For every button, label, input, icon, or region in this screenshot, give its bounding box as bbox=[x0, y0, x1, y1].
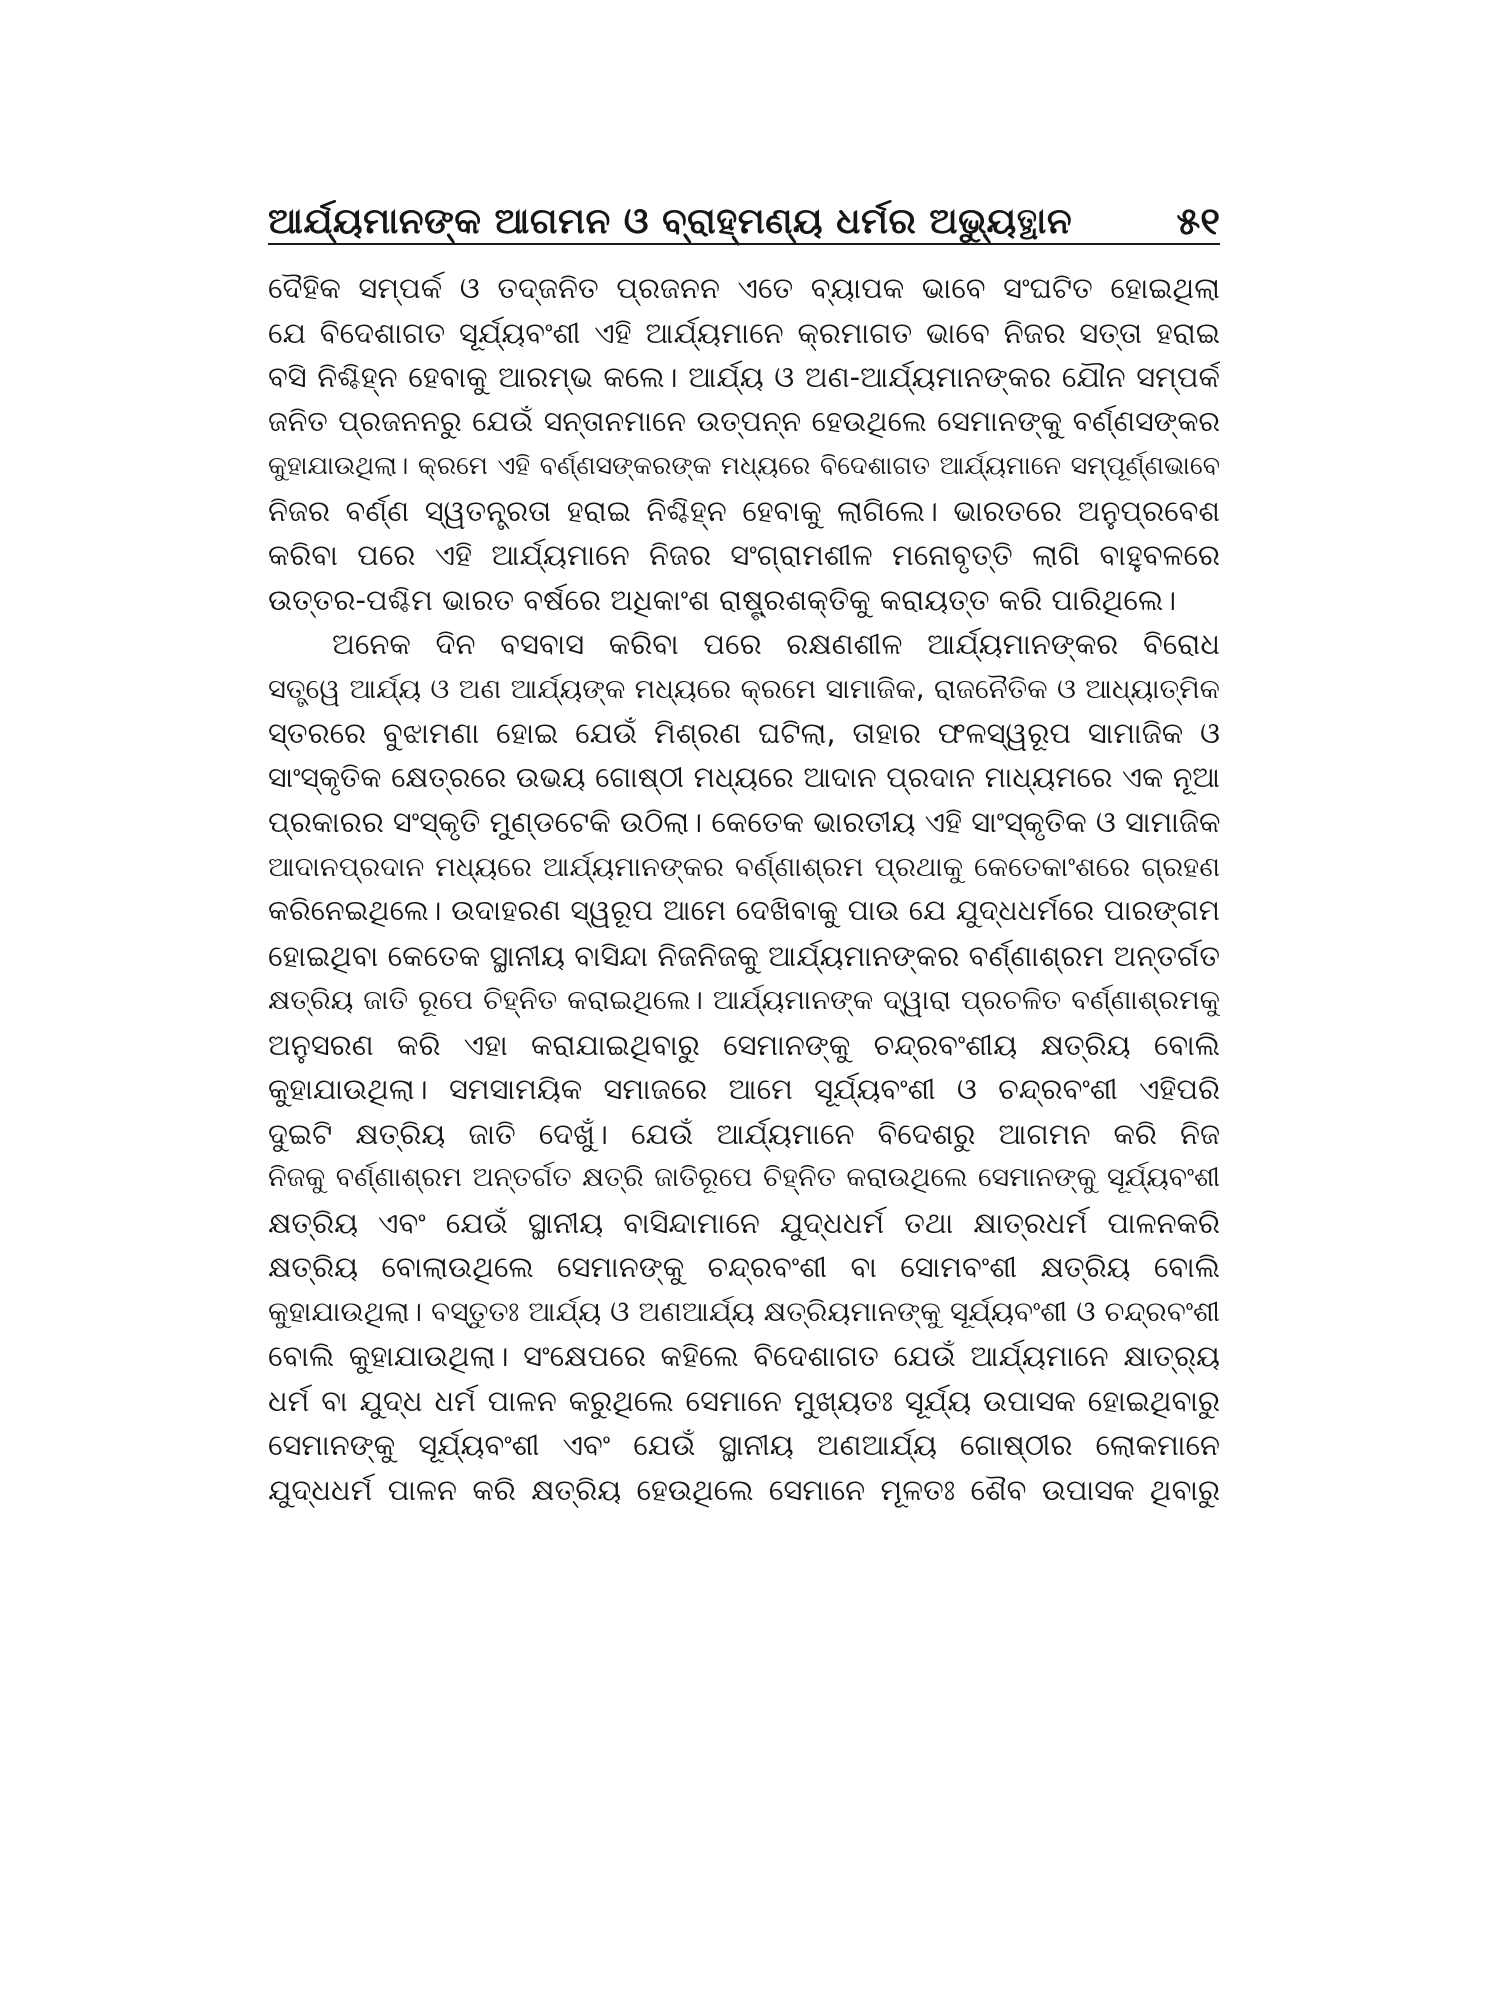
text-line: କରିବା ପରେ ଏହି ଆର୍ଯ୍ୟମାନେ ନିଜର ସଂଗ୍ରାମଶୀଳ ମନୋବୃତ୍ତି ଲାଗି ବାହୁବଳରେ bbox=[268, 538, 1220, 572]
running-header bbox=[268, 178, 1220, 243]
text-line: ନିଜକୁ ବର୍ଣ୍ଣାଶ୍ରମ ଅନ୍ତର୍ଗତ କ୍ଷତ୍ରି ଜାତିରୂପେ ଚିହ୍ନିତ କରାଉଥିଲେ ସେମାନଙ୍କୁ ସୂର୍ଯ୍ୟବଂଶୀ bbox=[268, 1162, 1220, 1193]
text-line-paragraph-end: ଉତ୍ତର-ପଶ୍ଚିମ ଭାରତ ବର୍ଷରେ ଅଧିକାଂଶ ରାଷ୍ଟ୍ରଶକ୍ତିକୁ କରାୟତ୍ତ କରି ପାରିଥିଲେ। bbox=[268, 582, 1177, 617]
text-line-paragraph-start: ଅନେକ ଦିନ ବସବାସ କରିବା ପରେ ରକ୍ଷଣଶୀଳ ଆର୍ଯ୍ୟମାନଙ୍କର ବିରୋଧ bbox=[332, 627, 1220, 661]
text-line: କୁହାଯାଉଥିଲା। କ୍ରମେ ଏହି ବର୍ଣ୍ଣସଙ୍କରଙ୍କ ମଧ୍ୟରେ ବିଦେଶାଗତ ଆର୍ଯ୍ୟମାନେ ସମ୍ପୂର୍ଣ୍ଣଭାବେ bbox=[268, 451, 1220, 481]
text-line: ଧର୍ମ ବା ଯୁଦ୍ଧ ଧର୍ମ ପାଳନ କରୁଥିଲେ ସେମାନେ ମୁଖ୍ୟତଃ ସୂର୍ଯ୍ୟ ଉପାସକ ହୋଇଥିବାରୁ bbox=[268, 1383, 1220, 1418]
page-number: ୫୧ bbox=[1176, 199, 1220, 243]
text-line: ନିଜର ବର୍ଣ୍ଣ ସ୍ୱତନ୍ତ୍ରତା ହରାଇ ନିଶ୍ଚିହ୍ନ ହେବାକୁ ଲାଗିଲେ। ଭାରତରେ ଅନୁପ୍ରବେଶ bbox=[268, 493, 1220, 528]
text-line: ପ୍ରକାରର ସଂସ୍କୃତି ମୁଣ୍ଡଟେକି ଉଠିଲା। କେତେକ ଭାରତୀୟ ଏହି ସାଂସ୍କୃତିକ ଓ ସାମାଜିକ bbox=[268, 805, 1220, 839]
text-line: କୁହାଯାଉଥିଲା। ବସ୍ତୁତଃ ଆର୍ଯ୍ୟ ଓ ଅଣଆର୍ଯ୍ୟ କ୍ଷତ୍ରିୟମାନଙ୍କୁ ସୂର୍ଯ୍ୟବଂଶୀ ଓ ଚନ୍ଦ୍ରବଂଶୀ bbox=[268, 1294, 1220, 1328]
text-line: ବସି ନିଶ୍ଚିହ୍ନ ହେବାକୁ ଆରମ୍ଭ କଲେ। ଆର୍ଯ୍ୟ ଓ ଅଣ-ଆର୍ଯ୍ୟମାନଙ୍କର ଯୌନ ସମ୍ପର୍କ bbox=[268, 360, 1220, 394]
text-line: କ୍ଷତ୍ରିୟ ଜାତି ରୂପେ ଚିହ୍ନିତ କରାଇଥିଲେ। ଆର୍ଯ୍ୟମାନଙ୍କ ଦ୍ୱାରା ପ୍ରଚଳିତ ବର୍ଣ୍ଣାଶ୍ରମକୁ bbox=[268, 984, 1220, 1016]
text-line: ହୋଇଥିବା କେତେକ ସ୍ଥାନୀୟ ବାସିନ୍ଦା ନିଜନିଜକୁ ଆର୍ଯ୍ୟମାନଙ୍କର ବର୍ଣ୍ଣାଶ୍ରମ ଅନ୍ତର୍ଗତ bbox=[268, 938, 1220, 973]
body-text bbox=[268, 266, 1220, 1512]
text-line: କୁହାଯାଉଥିଲା। ସମସାମୟିକ ସମାଜରେ ଆମେ ସୂର୍ଯ୍ୟବଂଶୀ ଓ ଚନ୍ଦ୍ରବଂଶୀ ଏହିପରି bbox=[268, 1072, 1220, 1106]
header-rule bbox=[268, 243, 1220, 245]
text-line: ଆଦାନପ୍ରଦାନ ମଧ୍ୟରେ ଆର୍ଯ୍ୟମାନଙ୍କର ବର୍ଣ୍ଣାଶ୍ରମ ପ୍ରଥାକୁ କେତେକାଂଶରେ ଗ୍ରହଣ bbox=[268, 850, 1220, 883]
chapter-title: ଆର୍ଯ୍ୟମାନଙ୍କ ଆଗମନ ଓ ବ୍ରାହ୍ମଣ୍ୟ ଧର୍ମର ଅଭ୍ୟୁତ୍ଥାନ bbox=[268, 201, 1073, 242]
text-line: ସାଂସ୍କୃତିକ କ୍ଷେତ୍ରରେ ଉଭୟ ଗୋଷ୍ଠୀ ମଧ୍ୟରେ ଆଦାନ ପ୍ରଦାନ ମାଧ୍ୟମରେ ଏକ ନୂଆ bbox=[268, 760, 1220, 794]
text-line: ସ୍ତରରେ ବୁଝାମଣା ହୋଇ ଯେଉଁ ମିଶ୍ରଣ ଘଟିଲା, ତାହାର ଫଳସ୍ୱରୂପ ସାମାଜିକ ଓ bbox=[268, 716, 1220, 750]
text-line: କ୍ଷତ୍ରିୟ ଏବଂ ଯେଉଁ ସ୍ଥାନୀୟ ବାସିନ୍ଦାମାନେ ଯୁଦ୍ଧଧର୍ମ ତଥା କ୍ଷାତ୍ରଧର୍ମ ପାଳନକରି bbox=[268, 1205, 1220, 1240]
text-line: ଜନିତ ପ୍ରଜନନରୁ ଯେଉଁ ସନ୍ତାନମାନେ ଉତ୍ପନ୍ନ ହେଉଥିଲେ ସେମାନଙ୍କୁ ବର୍ଣ୍ଣସଙ୍କର bbox=[268, 404, 1220, 438]
text-line: ସତ୍ତ୍ୱେ ଆର୍ଯ୍ୟ ଓ ଅଣ ଆର୍ଯ୍ୟଙ୍କ ମଧ୍ୟରେ କ୍ରମେ ସାମାଜିକ, ରାଜନୈତିକ ଓ ଆଧ୍ୟାତ୍ମିକ bbox=[268, 672, 1220, 705]
text-line: ବୋଲି କୁହାଯାଉଥିଲା। ସଂକ୍ଷେପରେ କହିଲେ ବିଦେଶାଗତ ଯେଉଁ ଆର୍ଯ୍ୟମାନେ କ୍ଷାତ୍ର୍ୟ bbox=[268, 1339, 1220, 1373]
text-line: ଅନୁସରଣ କରି ଏହା କରାଯାଇଥିବାରୁ ସେମାନଙ୍କୁ ଚନ୍ଦ୍ରବଂଶୀୟ କ୍ଷତ୍ରିୟ ବୋଲି bbox=[268, 1027, 1220, 1062]
text-line: ଦୈହିକ ସମ୍ପର୍କ ଓ ତଦ୍‌ଜନିତ ପ୍ରଜନନ ଏତେ ବ୍ୟାପକ ଭାବେ ସଂଘଟିତ ହୋଇଥିଲା bbox=[268, 271, 1220, 305]
text-line: ସେମାନଙ୍କୁ ସୂର୍ଯ୍ୟବଂଶୀ ଏବଂ ଯେଉଁ ସ୍ଥାନୀୟ ଅଣଆର୍ଯ୍ୟ ଗୋଷ୍ଠୀର ଲୋକମାନେ bbox=[268, 1428, 1220, 1462]
text-line: କ୍ଷତ୍ରିୟ ବୋଲାଉଥିଲେ ସେମାନଙ୍କୁ ଚନ୍ଦ୍ରବଂଶୀ ବା ସୋମବଂଶୀ କ୍ଷତ୍ରିୟ ବୋଲି bbox=[268, 1250, 1220, 1284]
text-line: ଯେ ବିଦେଶାଗତ ସୂର୍ଯ୍ୟବଂଶୀ ଏହି ଆର୍ଯ୍ୟମାନେ କ୍ରମାଗତ ଭାବେ ନିଜର ସତ୍ତା ହରାଇ bbox=[268, 315, 1220, 350]
text-line: ଯୁଦ୍ଧଧର୍ମ ପାଳନ କରି କ୍ଷତ୍ରିୟ ହେଉଥିଲେ ସେମାନେ ମୂଳତଃ ଶୈବ ଉପାସକ ଥିବାରୁ bbox=[268, 1472, 1220, 1507]
text-line: କରିନେଇଥିଲେ। ଉଦାହରଣ ସ୍ୱରୂପ ଆମେ ଦେଖିବାକୁ ପାଉ ଯେ ଯୁଦ୍ଧଧର୍ମରେ ପାରଙ୍ଗମ bbox=[268, 894, 1220, 927]
text-line: ଦୁଇଟି କ୍ଷତ୍ରିୟ ଜାତି ଦେଖୁଁ। ଯେଉଁ ଆର୍ଯ୍ୟମାନେ ବିଦେଶରୁ ଆଗମନ କରି ନିଜ bbox=[268, 1116, 1220, 1151]
